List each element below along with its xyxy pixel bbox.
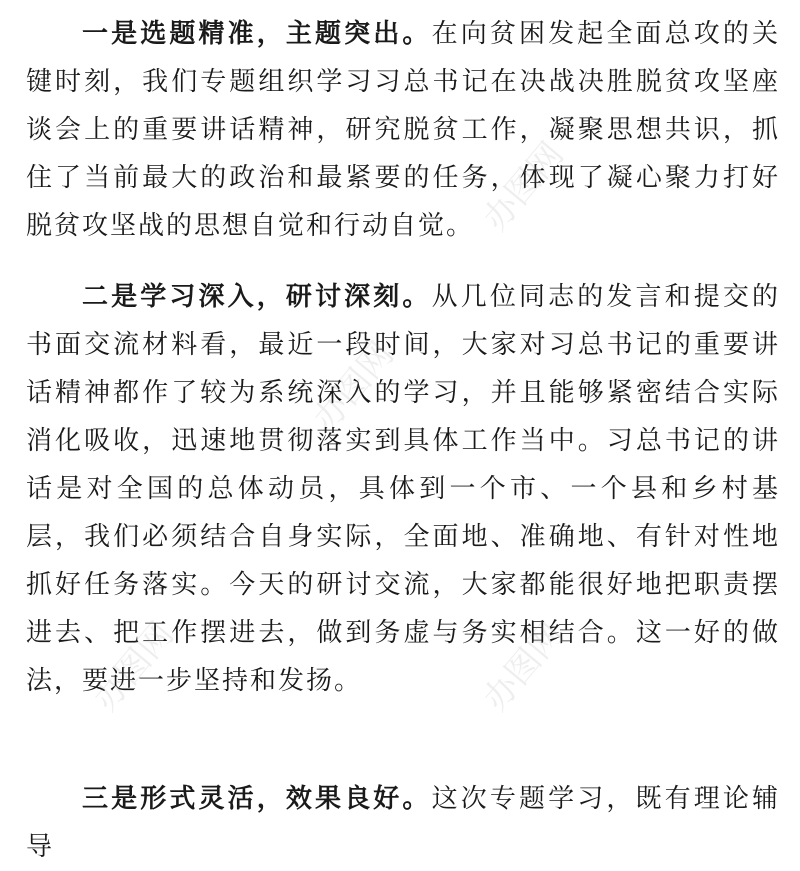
watermark-1: 办图网 bbox=[475, 134, 572, 239]
paragraph-2 bbox=[26, 273, 780, 705]
watermark-3: 办图网 bbox=[85, 614, 182, 719]
paragraph-2-body: 从几位同志的发言和提交的书面交流材料看，最近一段时间，大家对习总书记的重要讲话精神都作了较为系统深入的学习，并且能够紧密结合实际消化吸收，迅速地贯彻落实到具体工作当中。习总书记的讲话是对全国的总体动员，具体到一个市、一个县和乡村基层，我们必须结合自身实际，全面地、准确地、有针对性地抓好任务落实。今天的研讨交流，大家都能很好地把职责摆进去、把工作摆进去，做到务虚与务实相结合。这一好的做法，要进一步坚持和发扬。 bbox=[26, 282, 780, 696]
paragraph-1-body: 在向贫困发起全面总攻的关键时刻，我们专题组织学习习总书记在决战决胜脱贫攻坚座谈会上的重要讲话精神，研究脱贫工作，凝聚思想共识，抓住了当前最大的政治和最紧要的任务，体现了凝心聚力打好脱贫攻坚战的思想自觉和行动自觉。 bbox=[26, 19, 780, 241]
watermark-4: 办图网 bbox=[475, 614, 572, 719]
paragraph-2-lead: 二是学习深入，研讨深刻。 bbox=[82, 282, 432, 312]
paragraph-3 bbox=[26, 775, 780, 871]
paragraph-1 bbox=[26, 10, 780, 250]
paragraph-3-body: 这次专题学习，既有理论辅导 bbox=[26, 784, 780, 862]
watermark-2: 办图网 bbox=[305, 334, 402, 439]
paragraph-1-lead: 一是选题精准，主题突出。 bbox=[82, 19, 432, 49]
paragraph-3-lead: 三是形式灵活，效果良好。 bbox=[82, 784, 432, 814]
